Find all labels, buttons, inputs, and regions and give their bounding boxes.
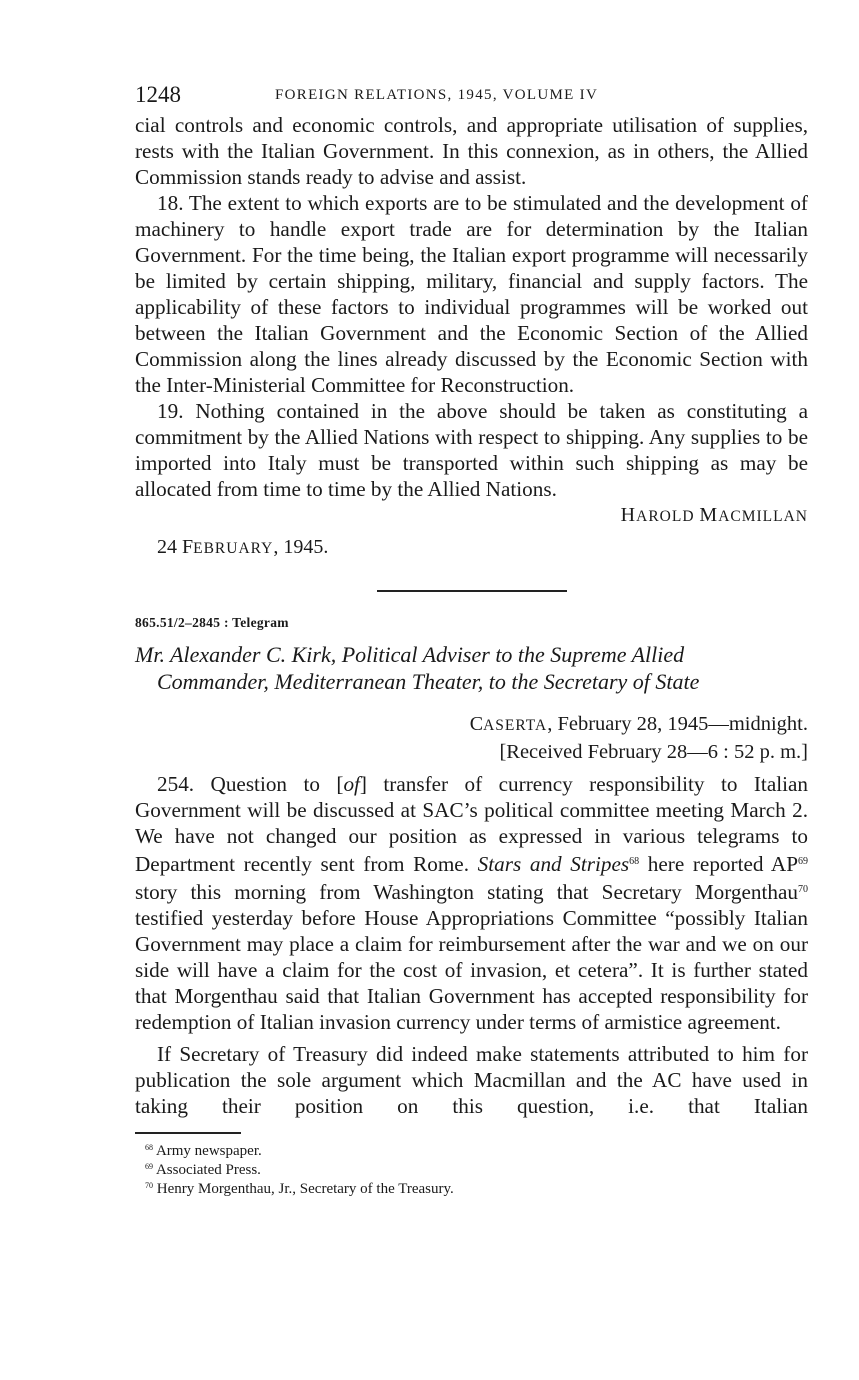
footnote-68: $^{68}$ Army newspaper. bbox=[145, 1143, 262, 1159]
page-number: 1248 bbox=[135, 82, 181, 107]
running-title: FOREIGN RELATIONS, 1945, VOLUME IV bbox=[275, 87, 599, 103]
telegram-paragraph-254: 254. Question to [of] transfer of currency responsibility to Italian Government will be discussed at SAC’s political committee meeting March 2. We have not changed our position as expressed in various telegrams to Department recently sent from Rome. Stars and Stripes$^{68}$ here reported AP$^{69}$ story this morning from Washington stating that Secretary Morgenthau$^{70}$ testified yesterday before House Appropriations Committee “possibly Italian Government may place a claim for reimbursement after the war and we on our side will have a claim for the cost of invasion, et cetera”. It is further stated that Morgenthau said that Italian Government has accepted responsibility for redemption of Italian invasion currency under terms of armistice agreement. bbox=[135, 772, 809, 1034]
footnote-70: $^{70}$ Henry Morgenthau, Jr., Secretary of the Treasury. bbox=[145, 1181, 454, 1197]
paragraph-18: 18. The extent to which exports are to be stimulated and the development of machinery to handle export trade are for determination by the Italian Government. For the time being, the Italian export programme will necessarily be limited by certain shipping, military, financial and supply factors. The applicability of these factors to individual programmes will be worked out between the Italian Government and the Economic Section of the Allied Commission along the lines already discussed by the Economic Section with the Inter-Ministerial Committee for Reconstruction. bbox=[135, 191, 808, 397]
received-line: [Received February 28—6 : 52 p. m.] bbox=[499, 741, 808, 763]
paragraph-continued: cial controls and economic controls, and appropriate utilisation of supplies, rests with the Italian Government. In this connexion, as in others, the Allied Commission stands ready to advise and assist. bbox=[135, 113, 808, 189]
file-number: 865.51/2–2845 : Telegram bbox=[135, 615, 289, 630]
footnote-ref-69: 69 bbox=[798, 856, 809, 867]
footnote-ref-68: 68 bbox=[629, 856, 640, 867]
paragraph-19: 19. Nothing contained in the above should be taken as constituting a commitment by the Allied Nations with respect to shipping. Any supplies to be imported into Italy must be transported within such shipping as may be allocated from time to time by the Allied Nations. bbox=[135, 399, 808, 501]
running-header bbox=[135, 82, 808, 112]
telegram-paragraph-2: If Secretary of Treasury did indeed make statements attributed to him for publication the sole argument which Macmillan and the AC have used in taking their position on this question, i.e. that Italian bbox=[135, 1042, 808, 1118]
document-page bbox=[135, 82, 808, 1197]
footnote-rule bbox=[135, 1132, 241, 1134]
footnote-ref-70: 70 bbox=[798, 884, 808, 895]
footnote-69: $^{69}$ Associated Press. bbox=[145, 1162, 261, 1178]
signature: HAROLD MACMILLAN bbox=[620, 504, 808, 526]
section-divider bbox=[377, 590, 567, 592]
document-title: Mr. Alexander C. Kirk, Political Adviser to the Supreme Allied Commander, Mediterranean Theater, to the Secretary of State bbox=[135, 642, 700, 694]
footnotes bbox=[135, 1140, 808, 1197]
place-dateline: CASERTA, February 28, 1945—midnight. bbox=[469, 713, 808, 735]
letter-date: 24 FEBRUARY, 1945. bbox=[157, 536, 329, 558]
